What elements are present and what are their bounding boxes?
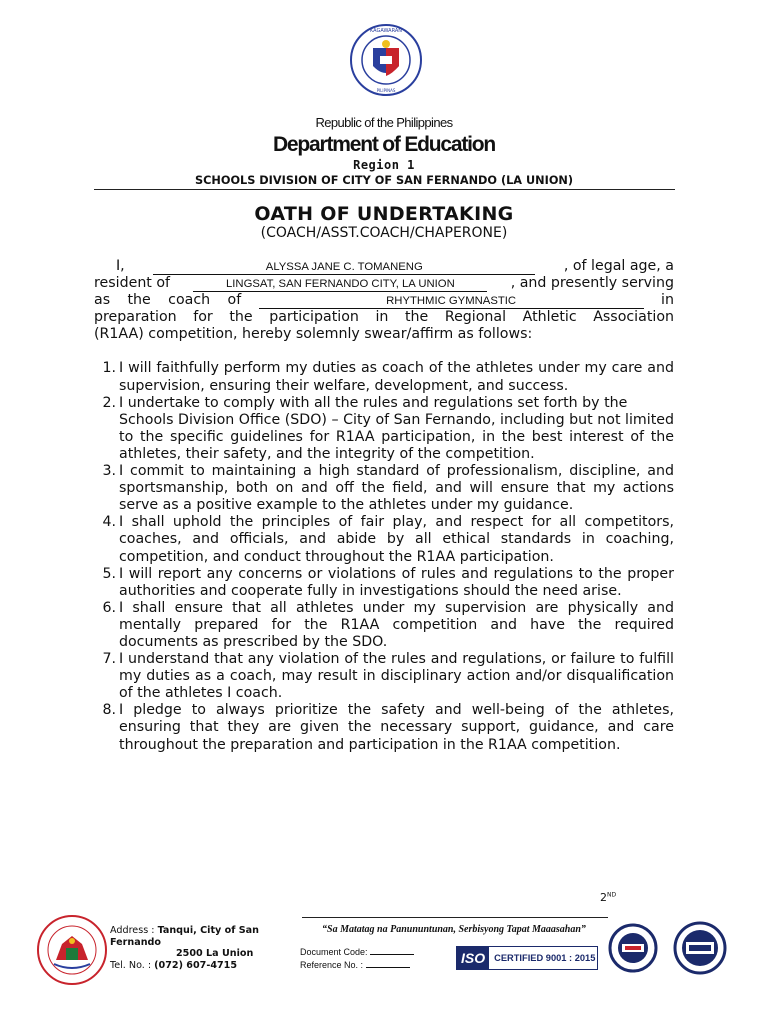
intro-age: , of legal age, a: [563, 258, 674, 274]
intro-coach: coach: [168, 292, 211, 309]
region-line: Region 1: [353, 158, 415, 172]
dgp-badge-icon: [666, 920, 734, 976]
intro-line-4: preparation for the participation in the Regional Athletic Association: [94, 309, 674, 326]
address-value: Tanqui, City of San Fernando: [110, 925, 259, 948]
svg-text:PILIPINAS: PILIPINAS: [376, 88, 396, 93]
ref-no-blank: [366, 959, 410, 968]
intro-in: in: [661, 292, 674, 309]
intro-i: I,: [116, 258, 125, 274]
doc-code-blank: [370, 946, 414, 955]
list-item: 5. I will report any concerns or violations of rules and regulations to the proper authorities and cooperate fully in investigations should the need arise.: [102, 565, 674, 599]
list-item: 7. I understand that any violation of the rules and regulations, or failure to fulfill my duties as a coach, may result in disciplinary action and/or disqualification of the athletes I coach.: [102, 651, 674, 702]
item-2-line-2: Schools Division Office (SDO) – City of San Fernando, including but not limited to the specific guidelines for R1AA participation, in the best interest of the athletes, their safety, and the integrity of the competition.: [119, 411, 674, 462]
certified-badge-icon: [608, 920, 658, 976]
list-item: 8. I pledge to always prioritize the safety and well-being of the athletes, ensuring that they are given the necessary support, guidance, and care throughout the preparation and participation in the R1AA competition.: [102, 702, 674, 753]
intro-line-3: [94, 292, 674, 309]
event-field[interactable]: RHYTHMIC GYMNASTIC: [259, 294, 644, 309]
intro-as: as: [94, 292, 111, 309]
footer-motto: “Sa Matatag na Panununtunan, Serbisyong Tapat Maaasahan”: [322, 924, 586, 935]
doc-code-label: Document Code:: [300, 947, 368, 957]
list-item: 4. I shall uphold the principles of fair play, and respect for all competitors, coaches, and officials, and abide by all ethical standards in coaching, competition, and conduct throughout the R1AA participation.: [102, 514, 674, 565]
intro-line-2: [94, 275, 674, 292]
intro-of: of: [227, 292, 242, 309]
oath-list: [94, 360, 674, 753]
iso-badge: [456, 946, 598, 970]
motto-divider: [302, 917, 608, 918]
page-number: 2ND: [600, 891, 617, 904]
iso-word: ISO: [457, 947, 489, 969]
intro-line-1: [94, 258, 674, 275]
header-divider: [94, 189, 675, 190]
document-codes: [300, 946, 414, 972]
name-field[interactable]: ALYSSA JANE C. TOMANENG: [153, 260, 535, 275]
ref-no-label: Reference No. :: [300, 960, 364, 970]
footer-address: Address : Tanqui, City of San Fernando 2500 La Union Tel. No. : (072) 607-4715: [110, 925, 259, 971]
tel-value: (072) 607-4715: [154, 959, 238, 971]
list-item: 1. I will faithfully perform my duties as coach of the athletes under my care and supervision, ensuring their welfare, development, and success.: [102, 360, 674, 394]
list-item: 6. I shall ensure that all athletes under my supervision are physically and mentally prepared for the R1AA competition and have the required documents as prescribed by the SDO.: [102, 599, 674, 650]
deped-seal: [349, 18, 423, 106]
item-2-line-1: I undertake to comply with all the rules and regulations set forth by the: [119, 394, 628, 411]
republic-line: Republic of the Philippines: [315, 115, 453, 130]
address-zip: 2500 La Union: [176, 948, 254, 960]
sdo-logo: [36, 914, 108, 986]
residence-field[interactable]: LINGSAT, SAN FERNANDO CITY, LA UNION: [193, 277, 487, 292]
intro-line-5: (R1AA) competition, hereby solemnly swear/affirm as follows:: [94, 326, 533, 343]
oath-body: [94, 258, 674, 754]
document-title: OATH OF UNDERTAKING: [254, 203, 514, 225]
intro-resident: resident of: [94, 275, 171, 292]
department-name: Department of Education: [272, 133, 496, 156]
division-line: SCHOOLS DIVISION OF CITY OF SAN FERNANDO (LA UNION): [194, 174, 574, 187]
intro-serving: , and presently serving: [510, 275, 674, 292]
svg-text:KAGAWARAN: KAGAWARAN: [369, 28, 403, 34]
list-item: 2. I undertake to comply with all the rules and regulations set forth by the Schools Division Office (SDO) – City of San Fernando, including but not limited to the specific guidelines for R1AA participation, in the best interest of the athletes, their safety, and the integrity of the competition.: [102, 394, 674, 462]
document-subtitle: (COACH/ASST.COACH/CHAPERONE): [260, 225, 508, 241]
iso-cert: CERTIFIED 9001 : 2015: [494, 953, 596, 963]
list-item: 3. I commit to maintaining a high standard of professionalism, discipline, and sportsmanship, both on and off the field, and will ensure that my actions serve as a positive example to the athletes under my guidance.: [102, 463, 674, 514]
intro-the: the: [127, 292, 151, 309]
